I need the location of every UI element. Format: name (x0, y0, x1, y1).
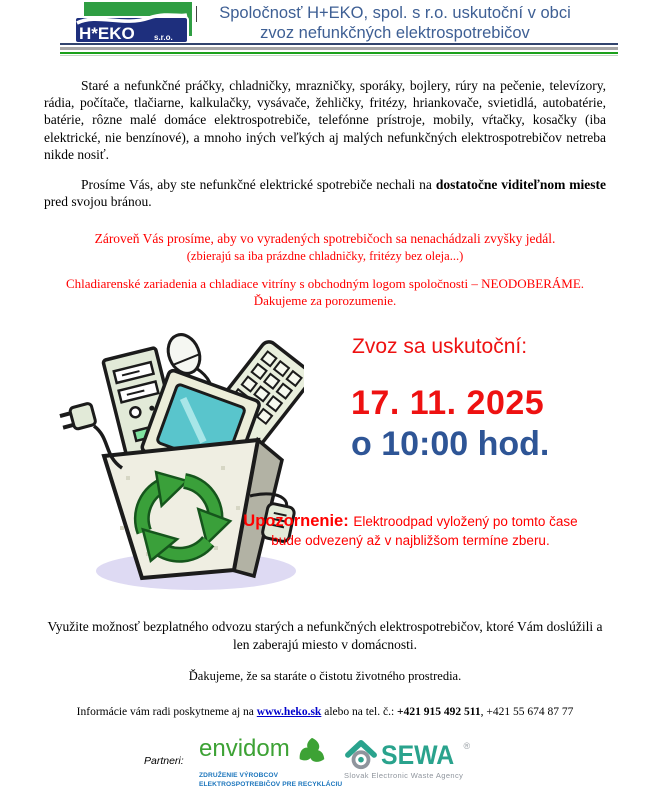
warning-label: Upozornenie (243, 512, 344, 530)
sewa-caption: Slovak Electronic Waste Agency (344, 771, 464, 780)
red-notice-food: Zároveň Vás prosíme, aby vo vyradených spotrebičoch sa nenachádzali zvyšky jedál. (94, 231, 556, 246)
contact-separator: , (480, 706, 487, 718)
title-line-2: zvoz nefunkčných elektrospotrebičov (260, 24, 530, 42)
separator-pale-line (60, 55, 618, 56)
sewa-house-icon (344, 740, 378, 770)
contact-text-pre: Informácie vám radi poskytneme aj na (76, 706, 257, 718)
red-notice-thanks: Ďakujeme za porozumenie. (253, 293, 397, 308)
request-text-post: pred svojou bránou. (44, 194, 152, 210)
heko-logo (74, 2, 196, 46)
red-notice-food-sub: (zbierajú sa iba prázdne chladničky, fritézy bez oleja...) (186, 249, 464, 263)
header-separator (60, 43, 618, 56)
intro-paragraph: Staré a nefunkčné práčky, chladničky, mrazničky, sporáky, bojlery, rúry na pečenie, televízory, rádia, počítače, tlačiarne, kalkulačky, vysávače, žehličky, fritézy, hriankovače, svietidlá, autobatérie, batérie, rôzne malé domáce elektrospotrebiče, telefónne prístroje, mobily, vŕtačky, kosačky (iba elektrické, nie benzínové), a mnoho iných veľkých aj malých nefunkčných elektrospotrebičov netreba nikde nosiť. (44, 78, 606, 162)
envidom-leaves-icon (292, 735, 332, 769)
power-plug-icon (59, 403, 97, 433)
red-notice-commercial: Chladiarenské zariadenia a chladiace vitríny s obchodným logom spoločnosti – NEODOBERÁME. (65, 276, 585, 291)
website-link[interactable]: www.heko.sk (256, 706, 322, 718)
request-text-pre: Prosíme Vás, aby ste nefunkčné elektrické spotrebiče nechali na (81, 177, 436, 192)
closing-offer: Využite možnosť bezplatného odvozu starých a nefunkčných elektrospotrebičov, ktoré Vám doslúžili a len zaberajú miesto v domácnosti. (47, 619, 603, 652)
title-line-1: Spoločnosť H+EKO, spol. s r.o. uskutoční v obci (219, 4, 571, 22)
logo-brand-text: H*EKO (79, 24, 135, 43)
warning-text: Elektroodpad vyložený po tomto čase bude odvezený až v najbližšom termíne zberu. (271, 514, 578, 548)
envidom-wordmark: envidom (199, 735, 290, 762)
contact-line (44, 706, 606, 718)
contact-phone-secondary: +421 55 674 87 77 (486, 706, 574, 718)
envidom-caption-line2: ELEKTROSPOTREBIČOV PRE RECYKLÁCIU (199, 780, 343, 788)
request-text-bold: dostatočne viditeľnom mieste (435, 177, 606, 192)
document-title (190, 3, 600, 43)
contact-phone-primary: +421 915 492 511 (397, 706, 481, 718)
logo-suffix-text: s.r.o. (154, 33, 173, 42)
partners-label: Partneri: (144, 755, 184, 767)
ewaste-bin-illustration (46, 326, 304, 596)
closing-thanks: Ďakujeme, že sa staráte o čistotu životného prostredia. (188, 669, 462, 683)
sewa-logo (344, 740, 470, 780)
envidom-logo (199, 735, 359, 789)
announcement-time: o 10:00 hod. (351, 425, 550, 463)
request-paragraph (44, 176, 606, 210)
sewa-registered-mark: ® (463, 741, 471, 751)
sewa-wordmark: SEWA (381, 740, 455, 770)
contact-text-mid: alebo na tel. č.: (321, 706, 398, 718)
envidom-caption-line1: ZDRUŽENIE VÝROBCOV (199, 772, 279, 779)
announcement-date: 17. 11. 2025 (351, 384, 545, 422)
warning-block (238, 512, 583, 550)
announcement-lead: Zvoz sa uskutoční: (352, 335, 528, 358)
warning-colon: : (343, 512, 354, 530)
